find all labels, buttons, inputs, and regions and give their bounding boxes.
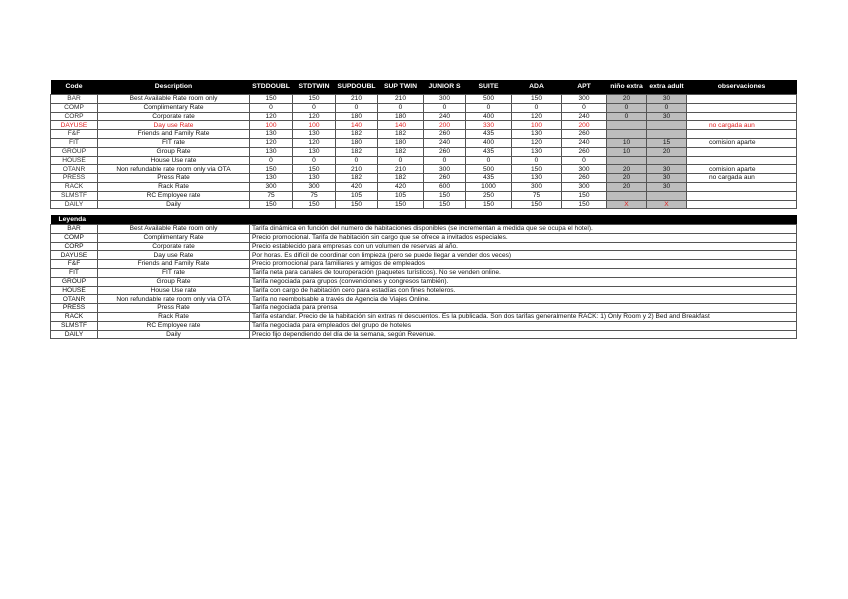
rate-value: 260	[562, 147, 607, 156]
legend-explanation: Precio fijo dependiendo del día de la semana, según Revenue.	[250, 330, 797, 339]
rate-value: 120	[250, 138, 293, 147]
rate-value: 100	[250, 121, 293, 130]
legend-explanation: Tarifa negociada para empleados del grupo de hoteles	[250, 321, 797, 330]
rate-value: 260	[424, 174, 466, 183]
rate-code: OTANR	[51, 165, 98, 174]
rate-row	[51, 130, 797, 139]
rate-value: 180	[336, 138, 378, 147]
rates-header-cell: APT	[562, 80, 607, 95]
legend-code: FIT	[51, 268, 98, 277]
rate-code: FIT	[51, 138, 98, 147]
rate-value: 182	[336, 130, 378, 139]
legend-description: Non refundable rate room only via OTA	[98, 295, 250, 304]
rate-row	[51, 121, 797, 130]
rate-value: 240	[562, 138, 607, 147]
legend-row	[51, 268, 797, 277]
rate-value: 120	[512, 138, 562, 147]
rate-value: 210	[336, 95, 378, 104]
legend-description: Group Rate	[98, 277, 250, 286]
rate-value: 260	[424, 147, 466, 156]
legend-explanation: Tarifa con cargo de habitación cero para estadías con fines hoteleros.	[250, 286, 797, 295]
rate-description: Non refundable rate room only via OTA	[98, 165, 250, 174]
rate-value: 600	[424, 182, 466, 191]
legend-row	[51, 225, 797, 234]
legend-title: Leyenda	[51, 215, 797, 225]
child-extra-value	[607, 191, 647, 200]
legend-row	[51, 260, 797, 269]
rate-value: 180	[378, 112, 424, 121]
adult-extra-value	[647, 130, 687, 139]
rate-row	[51, 156, 797, 165]
rate-value: 150	[336, 200, 378, 209]
rate-row	[51, 138, 797, 147]
legend-table	[50, 215, 797, 339]
rate-code: DAILY	[51, 200, 98, 209]
legend-code: PRESS	[51, 304, 98, 313]
rate-value: 150	[250, 95, 293, 104]
rate-value: 120	[293, 112, 336, 121]
legend-description: FIT rate	[98, 268, 250, 277]
rate-value: 300	[250, 182, 293, 191]
rate-value: 180	[378, 138, 424, 147]
rate-value: 0	[378, 103, 424, 112]
observation-note	[687, 182, 797, 191]
legend-code: DAILY	[51, 330, 98, 339]
rate-value: 130	[293, 174, 336, 183]
rate-value: 130	[250, 147, 293, 156]
rate-value: 150	[250, 165, 293, 174]
legend-description: Press Rate	[98, 304, 250, 313]
rate-value: 420	[378, 182, 424, 191]
rate-value: 150	[378, 200, 424, 209]
rate-value: 130	[250, 174, 293, 183]
child-extra-value	[607, 130, 647, 139]
rate-value: 0	[250, 103, 293, 112]
rate-value: 130	[293, 130, 336, 139]
adult-extra-value: X	[647, 200, 687, 209]
rates-header-cell: observaciones	[687, 80, 797, 95]
adult-extra-value: 30	[647, 182, 687, 191]
rate-description: House Use rate	[98, 156, 250, 165]
rate-code: BAR	[51, 95, 98, 104]
rate-description: Daily	[98, 200, 250, 209]
adult-extra-value: 30	[647, 95, 687, 104]
rate-value: 150	[424, 191, 466, 200]
rate-code: RACK	[51, 182, 98, 191]
rate-value: 435	[466, 147, 512, 156]
observation-note	[687, 156, 797, 165]
adult-extra-value: 15	[647, 138, 687, 147]
rate-row	[51, 112, 797, 121]
child-extra-value	[607, 121, 647, 130]
legend-row	[51, 295, 797, 304]
legend-explanation: Precio establecido para empresas con un volumen de reservas al año.	[250, 242, 797, 251]
observation-note	[687, 147, 797, 156]
legend-explanation: Precio promocional para familiares y amigos de empleados	[250, 260, 797, 269]
rate-value: 300	[562, 95, 607, 104]
rate-description: Rack Rate	[98, 182, 250, 191]
legend-description: Complimentary Rate	[98, 233, 250, 242]
rate-description: Day use Rate	[98, 121, 250, 130]
rate-value: 140	[336, 121, 378, 130]
legend-row	[51, 321, 797, 330]
rate-value: 150	[562, 200, 607, 209]
rate-value: 210	[378, 95, 424, 104]
rate-description: Friends and Family Rate	[98, 130, 250, 139]
child-extra-value: 0	[607, 112, 647, 121]
rate-value: 200	[424, 121, 466, 130]
legend-code: BAR	[51, 225, 98, 234]
rate-description: Complimentary Rate	[98, 103, 250, 112]
observation-note	[687, 191, 797, 200]
rate-value: 105	[336, 191, 378, 200]
rate-value: 210	[336, 165, 378, 174]
child-extra-value: 0	[607, 103, 647, 112]
rate-value: 0	[293, 103, 336, 112]
observation-note	[687, 95, 797, 104]
rate-value: 150	[293, 200, 336, 209]
child-extra-value: 20	[607, 174, 647, 183]
rates-header-cell: niño extra	[607, 80, 647, 95]
rate-code: PRESS	[51, 174, 98, 183]
rate-value: 260	[424, 130, 466, 139]
rate-description: Best Available Rate room only	[98, 95, 250, 104]
rate-value: 0	[293, 156, 336, 165]
child-extra-value: X	[607, 200, 647, 209]
rate-value: 150	[512, 95, 562, 104]
legend-code: CORP	[51, 242, 98, 251]
rate-value: 0	[424, 103, 466, 112]
rate-row	[51, 147, 797, 156]
rate-value: 150	[293, 165, 336, 174]
rate-value: 182	[378, 130, 424, 139]
legend-row	[51, 330, 797, 339]
rate-value: 182	[336, 147, 378, 156]
rate-row	[51, 95, 797, 104]
rate-value: 0	[512, 103, 562, 112]
observation-note: comision aparte	[687, 165, 797, 174]
rate-value: 75	[250, 191, 293, 200]
legend-description: Rack Rate	[98, 312, 250, 321]
rates-header-cell: SUITE	[466, 80, 512, 95]
rate-value: 130	[250, 130, 293, 139]
rates-header-cell: extra adult	[647, 80, 687, 95]
child-extra-value: 10	[607, 138, 647, 147]
rate-value: 240	[562, 112, 607, 121]
rate-value: 140	[378, 121, 424, 130]
rate-value: 120	[512, 112, 562, 121]
rates-header-cell: JUNIOR S	[424, 80, 466, 95]
adult-extra-value	[647, 121, 687, 130]
legend-code: RACK	[51, 312, 98, 321]
legend-explanation: Por horas. Es difícil de coordinar con limpieza (pero se puede llegar a vender dos veces)	[250, 251, 797, 260]
observation-note: no cargada aun	[687, 174, 797, 183]
child-extra-value: 10	[607, 147, 647, 156]
legend-row	[51, 251, 797, 260]
rate-value: 240	[424, 112, 466, 121]
observation-note	[687, 200, 797, 209]
legend-explanation: Tarifa estandar. Precio de la habitación sin extras ni descuentos. Es la publicada. Son dos tarifas generalmente RACK: 1) Only Room y 2) Bed and Breakfast	[250, 312, 797, 321]
rate-value: 100	[512, 121, 562, 130]
legend-row	[51, 304, 797, 313]
rate-value: 400	[466, 138, 512, 147]
rate-value: 150	[512, 165, 562, 174]
legend-description: Day use Rate	[98, 251, 250, 260]
rate-description: Group Rate	[98, 147, 250, 156]
legend-row	[51, 277, 797, 286]
rate-value: 150	[250, 200, 293, 209]
rate-value: 0	[378, 156, 424, 165]
legend-explanation: Precio promocional. Tarifa de habitación sin cargo que se ofrece a invitados especiales.	[250, 233, 797, 242]
rates-header-cell: Description	[98, 80, 250, 95]
legend-row	[51, 233, 797, 242]
rate-value: 150	[562, 191, 607, 200]
rate-code: HOUSE	[51, 156, 98, 165]
legend-row	[51, 286, 797, 295]
legend-description: Best Available Rate room only	[98, 225, 250, 234]
rate-code: CORP	[51, 112, 98, 121]
rate-value: 330	[466, 121, 512, 130]
rate-value: 400	[466, 112, 512, 121]
rate-value: 0	[562, 156, 607, 165]
observation-note: no cargada aun	[687, 121, 797, 130]
rate-value: 0	[424, 156, 466, 165]
observation-note	[687, 130, 797, 139]
child-extra-value	[607, 156, 647, 165]
rate-value: 100	[293, 121, 336, 130]
rate-description: Press Rate	[98, 174, 250, 183]
rate-value: 120	[293, 138, 336, 147]
rate-value: 240	[424, 138, 466, 147]
legend-row	[51, 242, 797, 251]
rate-description: FIT rate	[98, 138, 250, 147]
rate-value: 0	[466, 156, 512, 165]
legend-row	[51, 312, 797, 321]
rate-code: COMP	[51, 103, 98, 112]
child-extra-value: 20	[607, 165, 647, 174]
rate-value: 300	[424, 95, 466, 104]
rate-value: 130	[512, 174, 562, 183]
rate-value: 182	[378, 147, 424, 156]
rate-value: 0	[562, 103, 607, 112]
legend-description: RC Employee rate	[98, 321, 250, 330]
rate-value: 182	[336, 174, 378, 183]
rate-value: 75	[293, 191, 336, 200]
legend-explanation: Tarifa negociada para prensa	[250, 304, 797, 313]
legend-code: SLMSTF	[51, 321, 98, 330]
rate-value: 0	[512, 156, 562, 165]
legend-code: GROUP	[51, 277, 98, 286]
rate-value: 0	[336, 103, 378, 112]
adult-extra-value: 0	[647, 103, 687, 112]
observation-note	[687, 112, 797, 121]
rate-value: 260	[562, 174, 607, 183]
rate-code: DAYUSE	[51, 121, 98, 130]
rates-header-cell: SUP TWIN	[378, 80, 424, 95]
rate-value: 75	[512, 191, 562, 200]
legend-code: DAYUSE	[51, 251, 98, 260]
rate-code: SLMSTF	[51, 191, 98, 200]
rate-row	[51, 200, 797, 209]
rate-value: 500	[466, 95, 512, 104]
rate-description: Corporate rate	[98, 112, 250, 121]
rate-row	[51, 165, 797, 174]
rate-value: 180	[336, 112, 378, 121]
rate-value: 150	[512, 200, 562, 209]
rate-row	[51, 191, 797, 200]
observation-note: comision aparte	[687, 138, 797, 147]
rates-header-cell: ADA	[512, 80, 562, 95]
legend-code: COMP	[51, 233, 98, 242]
child-extra-value: 20	[607, 182, 647, 191]
legend-explanation: Tarifa neta para canales de touroperación (paquetes turísticos). No se venden online.	[250, 268, 797, 277]
legend-explanation: Tarifa no reembolsable a través de Agencia de Viajes Online.	[250, 295, 797, 304]
rate-value: 300	[562, 182, 607, 191]
rate-value: 300	[424, 165, 466, 174]
rate-value: 0	[250, 156, 293, 165]
legend-description: Daily	[98, 330, 250, 339]
rates-header-cell: STDDOUBL	[250, 80, 293, 95]
rates-table	[50, 80, 797, 209]
adult-extra-value: 30	[647, 174, 687, 183]
rate-value: 300	[512, 182, 562, 191]
adult-extra-value: 20	[647, 147, 687, 156]
legend-explanation: Tarifa negociada para grupos (convenciones y congresos también).	[250, 277, 797, 286]
adult-extra-value: 30	[647, 112, 687, 121]
legend-description: Corporate rate	[98, 242, 250, 251]
rates-body	[51, 95, 797, 209]
rate-value: 130	[512, 147, 562, 156]
legend-description: Friends and Family Rate	[98, 260, 250, 269]
legend-code: HOUSE	[51, 286, 98, 295]
rate-value: 1000	[466, 182, 512, 191]
rates-header-cell: Code	[51, 80, 98, 95]
rate-value: 130	[293, 147, 336, 156]
rates-header-cell: STDTWIN	[293, 80, 336, 95]
rate-row	[51, 182, 797, 191]
legend-explanation: Tarifa dinámica en función del numero de habitaciones disponibles (se incrementan a medida que se ocupa el hotel).	[250, 225, 797, 234]
adult-extra-value	[647, 156, 687, 165]
legend-description: House Use rate	[98, 286, 250, 295]
rate-value: 0	[336, 156, 378, 165]
child-extra-value: 20	[607, 95, 647, 104]
rate-value: 300	[562, 165, 607, 174]
rate-value: 120	[250, 112, 293, 121]
adult-extra-value	[647, 191, 687, 200]
rate-description: RC Employee rate	[98, 191, 250, 200]
rate-value: 210	[378, 165, 424, 174]
legend-code: OTANR	[51, 295, 98, 304]
rate-code: F&F	[51, 130, 98, 139]
rate-row	[51, 103, 797, 112]
rate-value: 250	[466, 191, 512, 200]
rate-value: 0	[466, 103, 512, 112]
observation-note	[687, 103, 797, 112]
rate-value: 150	[293, 95, 336, 104]
rate-value: 260	[562, 130, 607, 139]
rate-value: 105	[378, 191, 424, 200]
rate-value: 420	[336, 182, 378, 191]
rates-header-row	[51, 80, 797, 95]
rate-value: 130	[512, 130, 562, 139]
rate-value: 150	[424, 200, 466, 209]
adult-extra-value: 30	[647, 165, 687, 174]
rate-value: 300	[293, 182, 336, 191]
rate-value: 435	[466, 174, 512, 183]
rate-value: 435	[466, 130, 512, 139]
rates-header-cell: SUPDOUBL	[336, 80, 378, 95]
rate-value: 200	[562, 121, 607, 130]
legend-code: F&F	[51, 260, 98, 269]
legend-body	[51, 225, 797, 339]
rate-value: 182	[378, 174, 424, 183]
rate-code: GROUP	[51, 147, 98, 156]
rate-value: 500	[466, 165, 512, 174]
rate-value: 150	[466, 200, 512, 209]
rate-row	[51, 174, 797, 183]
